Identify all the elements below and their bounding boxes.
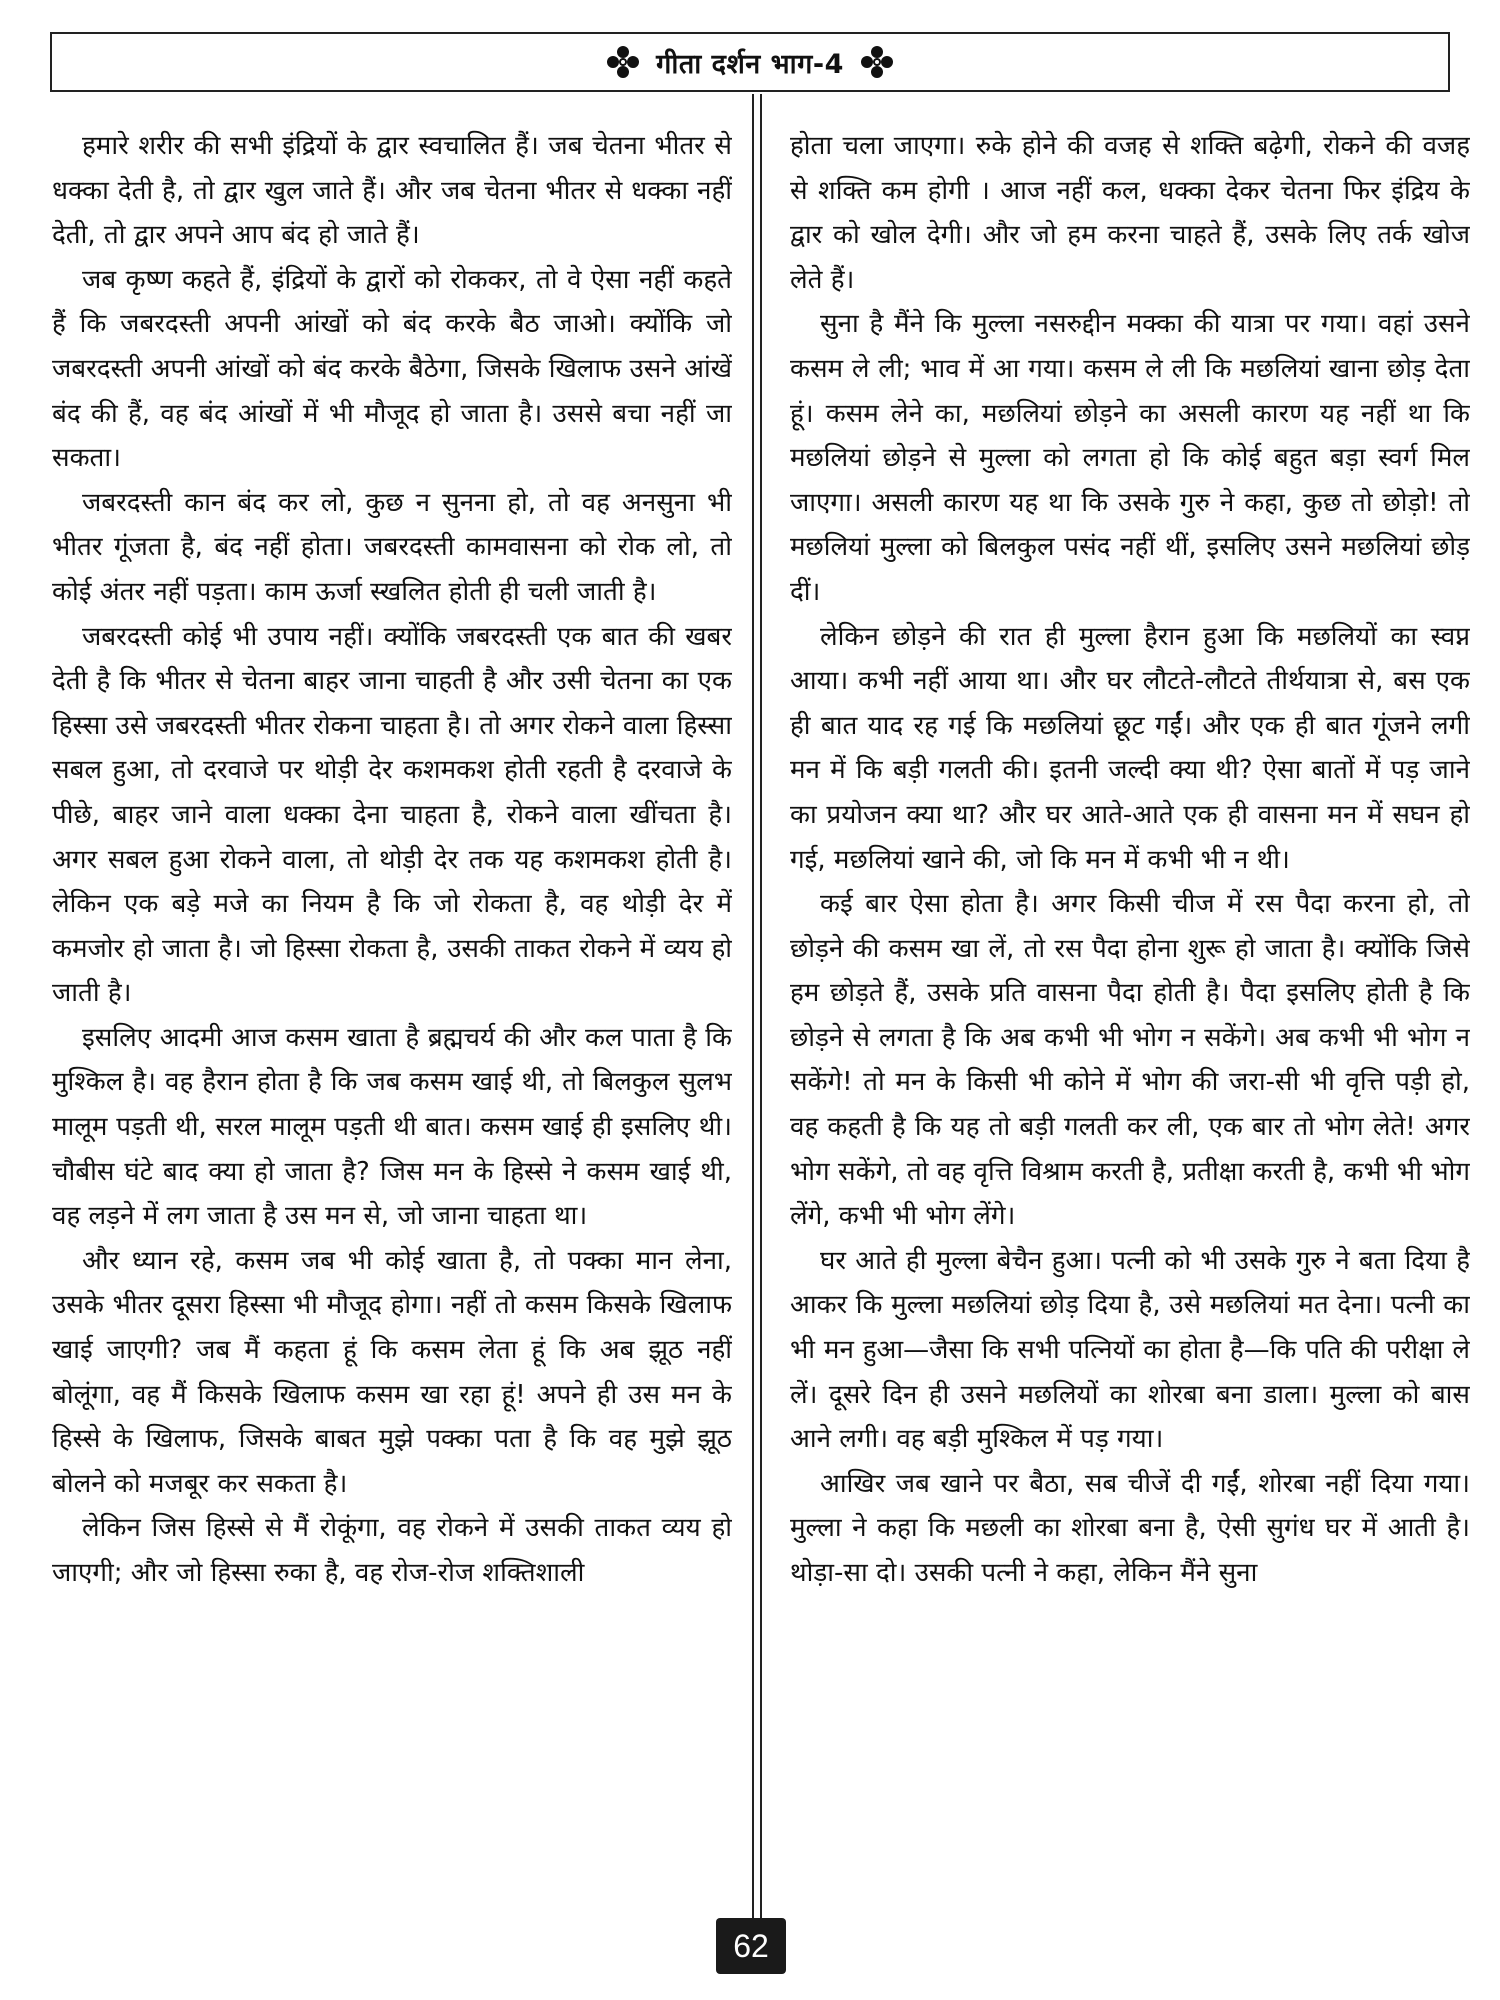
page-number: 62 [716,1918,786,1974]
paragraph: कई बार ऐसा होता है। अगर किसी चीज में रस पैदा करना हो, तो छोड़ने की कसम खा लें, तो रस पैदा होना शुरू हो जाता है। क्योंकि जिसे हम छोड़ते हैं, उसके प्रति वासना पैदा होती है। पैदा इसलिए होती है कि छोड़ने से लगता है कि अब कभी भी भोग न सकेंगे। अब कभी भी भोग न सकेंगे! तो मन के किसी भी कोने में भोग की जरा-सी भी वृत्ति पड़ी हो, वह कहती है कि यह तो बड़ी गलती कर ली, एक बार तो भोग लेते! अगर भोग सकेंगे, तो वह वृत्ति विश्राम करती है, प्रतीक्षा करती है, कभी भी भोग लेंगे, कभी भी भोग लेंगे। [790,889,1470,1232]
right-text-column [790,124,1470,1884]
paragraph-continued: होता चला जाएगा। रुके होने की वजह से शक्ति बढ़ेगी, रोकने की वजह से शक्ति कम होगी । आज नहीं कल, धक्का देकर चेतना फिर इंद्रिय के द्वार को खोल देगी। और जो हम करना चाहते हैं, उसके लिए तर्क खोज लेते हैं। [790,131,1470,295]
paragraph: सुना है मैंने कि मुल्ला नसरुद्दीन मक्का की यात्रा पर गया। वहां उसने कसम ले ली; भाव में आ गया। कसम ले ली कि मछलियां खाना छोड़ देता हूं। कसम लेने का, मछलियां छोड़ने का असली कारण यह नहीं था कि मछलियां छोड़ने से मुल्ला को लगता हो कि कोई बहुत बड़ा स्वर्ग मिल जाएगा। असली कारण यह था कि उसके गुरु ने कहा, कुछ तो छोड़ो! तो मछलियां मुल्ला को बिलकुल पसंद नहीं थीं, इसलिए उसने मछलियां छोड़ दीं। [790,309,1470,607]
paragraph: इसलिए आदमी आज कसम खाता है ब्रह्मचर्य की और कल पाता है कि मुश्किल है। वह हैरान होता है कि जब कसम खाई थी, तो बिलकुल सुलभ मालूम पड़ती थी, सरल मालूम पड़ती थी बात। कसम खाई ही इसलिए थी। चौबीस घंटे बाद क्या हो जाता है? जिस मन के हिस्से ने कसम खाई थी, वह लड़ने में लग जाता है उस मन से, जो जाना चाहता था। [52,1022,732,1232]
flower-ornament-icon [606,45,640,79]
book-title: गीता दर्शन भाग-4 [656,48,844,80]
left-text-column [52,124,732,1884]
paragraph: जबरदस्ती कोई भी उपाय नहीं। क्योंकि जबरदस्ती एक बात की खबर देती है कि भीतर से चेतना बाहर जाना चाहती है और उसी चेतना का एक हिस्सा उसे जबरदस्ती भीतर रोकना चाहता है। तो अगर रोकने वाला हिस्सा सबल हुआ, तो दरवाजे पर थोड़ी देर कशमकश होती रहती है दरवाजे के पीछे, बाहर जाने वाला धक्का देना चाहता है, रोकने वाला खींचता है। अगर सबल हुआ रोकने वाला, तो थोड़ी देर तक यह कशमकश होती है। लेकिन एक बड़े मजे का नियम है कि जो रोकता है, वह थोड़ी देर में कमजोर हो जाता है। जो हिस्सा रोकता है, उसकी ताकत रोकने में व्यय हो जाती है। [52,621,732,1009]
paragraph: आखिर जब खाने पर बैठा, सब चीजें दी गईं, शोरबा नहीं दिया गया। मुल्ला ने कहा कि मछली का शोरबा बना है, ऐसी सुगंध घर में आती है। थोड़ा-सा दो। उसकी पत्नी ने कहा, लेकिन मैंने सुना [790,1468,1470,1588]
flower-ornament-icon [860,45,894,79]
paragraph: लेकिन जिस हिस्से से मैं रोकूंगा, वह रोकने में उसकी ताकत व्यय हो जाएगी; और जो हिस्सा रुका है, वह रोज-रोज शक्तिशाली [52,1513,732,1588]
paragraph: और ध्यान रहे, कसम जब भी कोई खाता है, तो पक्का मान लेना, उसके भीतर दूसरा हिस्सा भी मौजूद होगा। नहीं तो कसम किसके खिलाफ खाई जाएगी? जब मैं कहता हूं कि कसम लेता हूं कि अब झूठ नहीं बोलूंगा, वह मैं किसके खिलाफ कसम खा रहा हूं! अपने ही उस मन के हिस्से के खिलाफ, जिसके बाबत मुझे पक्का पता है कि वह मुझे झूठ बोलने को मजबूर कर सकता है। [52,1245,732,1499]
paragraph: लेकिन छोड़ने की रात ही मुल्ला हैरान हुआ कि मछलियों का स्वप्न आया। कभी नहीं आया था। और घर लौटते-लौटते तीर्थयात्रा से, बस एक ही बात याद रह गई कि मछलियां छूट गईं। और एक ही बात गूंजने लगी मन में कि बड़ी गलती की। इतनी जल्दी क्या थी? ऐसा बातों में पड़ जाने का प्रयोजन क्या था? और घर आते-आते एक ही वासना मन में सघन हो गई, मछलियां खाने की, जो कि मन में कभी भी न थी। [790,621,1470,875]
running-header [50,32,1450,92]
column-divider [752,94,762,1924]
paragraph: घर आते ही मुल्ला बेचैन हुआ। पत्नी को भी उसके गुरु ने बता दिया है आकर कि मुल्ला मछलियां छोड़ दिया है, उसे मछलियां मत देना। पत्नी का भी मन हुआ—जैसा कि सभी पत्नियों का होता है—कि पति की परीक्षा ले लें। दूसरे दिन ही उसने मछलियों का शोरबा बना डाला। मुल्ला को बास आने लगी। वह बड़ी मुश्किल में पड़ गया। [790,1245,1470,1455]
paragraph: जबरदस्ती कान बंद कर लो, कुछ न सुनना हो, तो वह अनसुना भी भीतर गूंजता है, बंद नहीं होता। जबरदस्ती कामवासना को रोक लो, तो कोई अंतर नहीं पड़ता। काम ऊर्जा स्खलित होती ही चली जाती है। [52,487,732,607]
paragraph: जब कृष्ण कहते हैं, इंद्रियों के द्वारों को रोककर, तो वे ऐसा नहीं कहते हैं कि जबरदस्ती अपनी आंखों को बंद करके बैठ जाओ। क्योंकि जो जबरदस्ती अपनी आंखों को बंद करके बैठेगा, जिसके खिलाफ उसने आंखें बंद की हैं, वह बंद आंखों में भी मौजूद हो जाता है। उससे बचा नहीं जा सकता। [52,264,732,474]
paragraph: हमारे शरीर की सभी इंद्रियों के द्वार स्वचालित हैं। जब चेतना भीतर से धक्का देती है, तो द्वार खुल जाते हैं। और जब चेतना भीतर से धक्का नहीं देती, तो द्वार अपने आप बंद हो जाते हैं। [52,131,732,251]
